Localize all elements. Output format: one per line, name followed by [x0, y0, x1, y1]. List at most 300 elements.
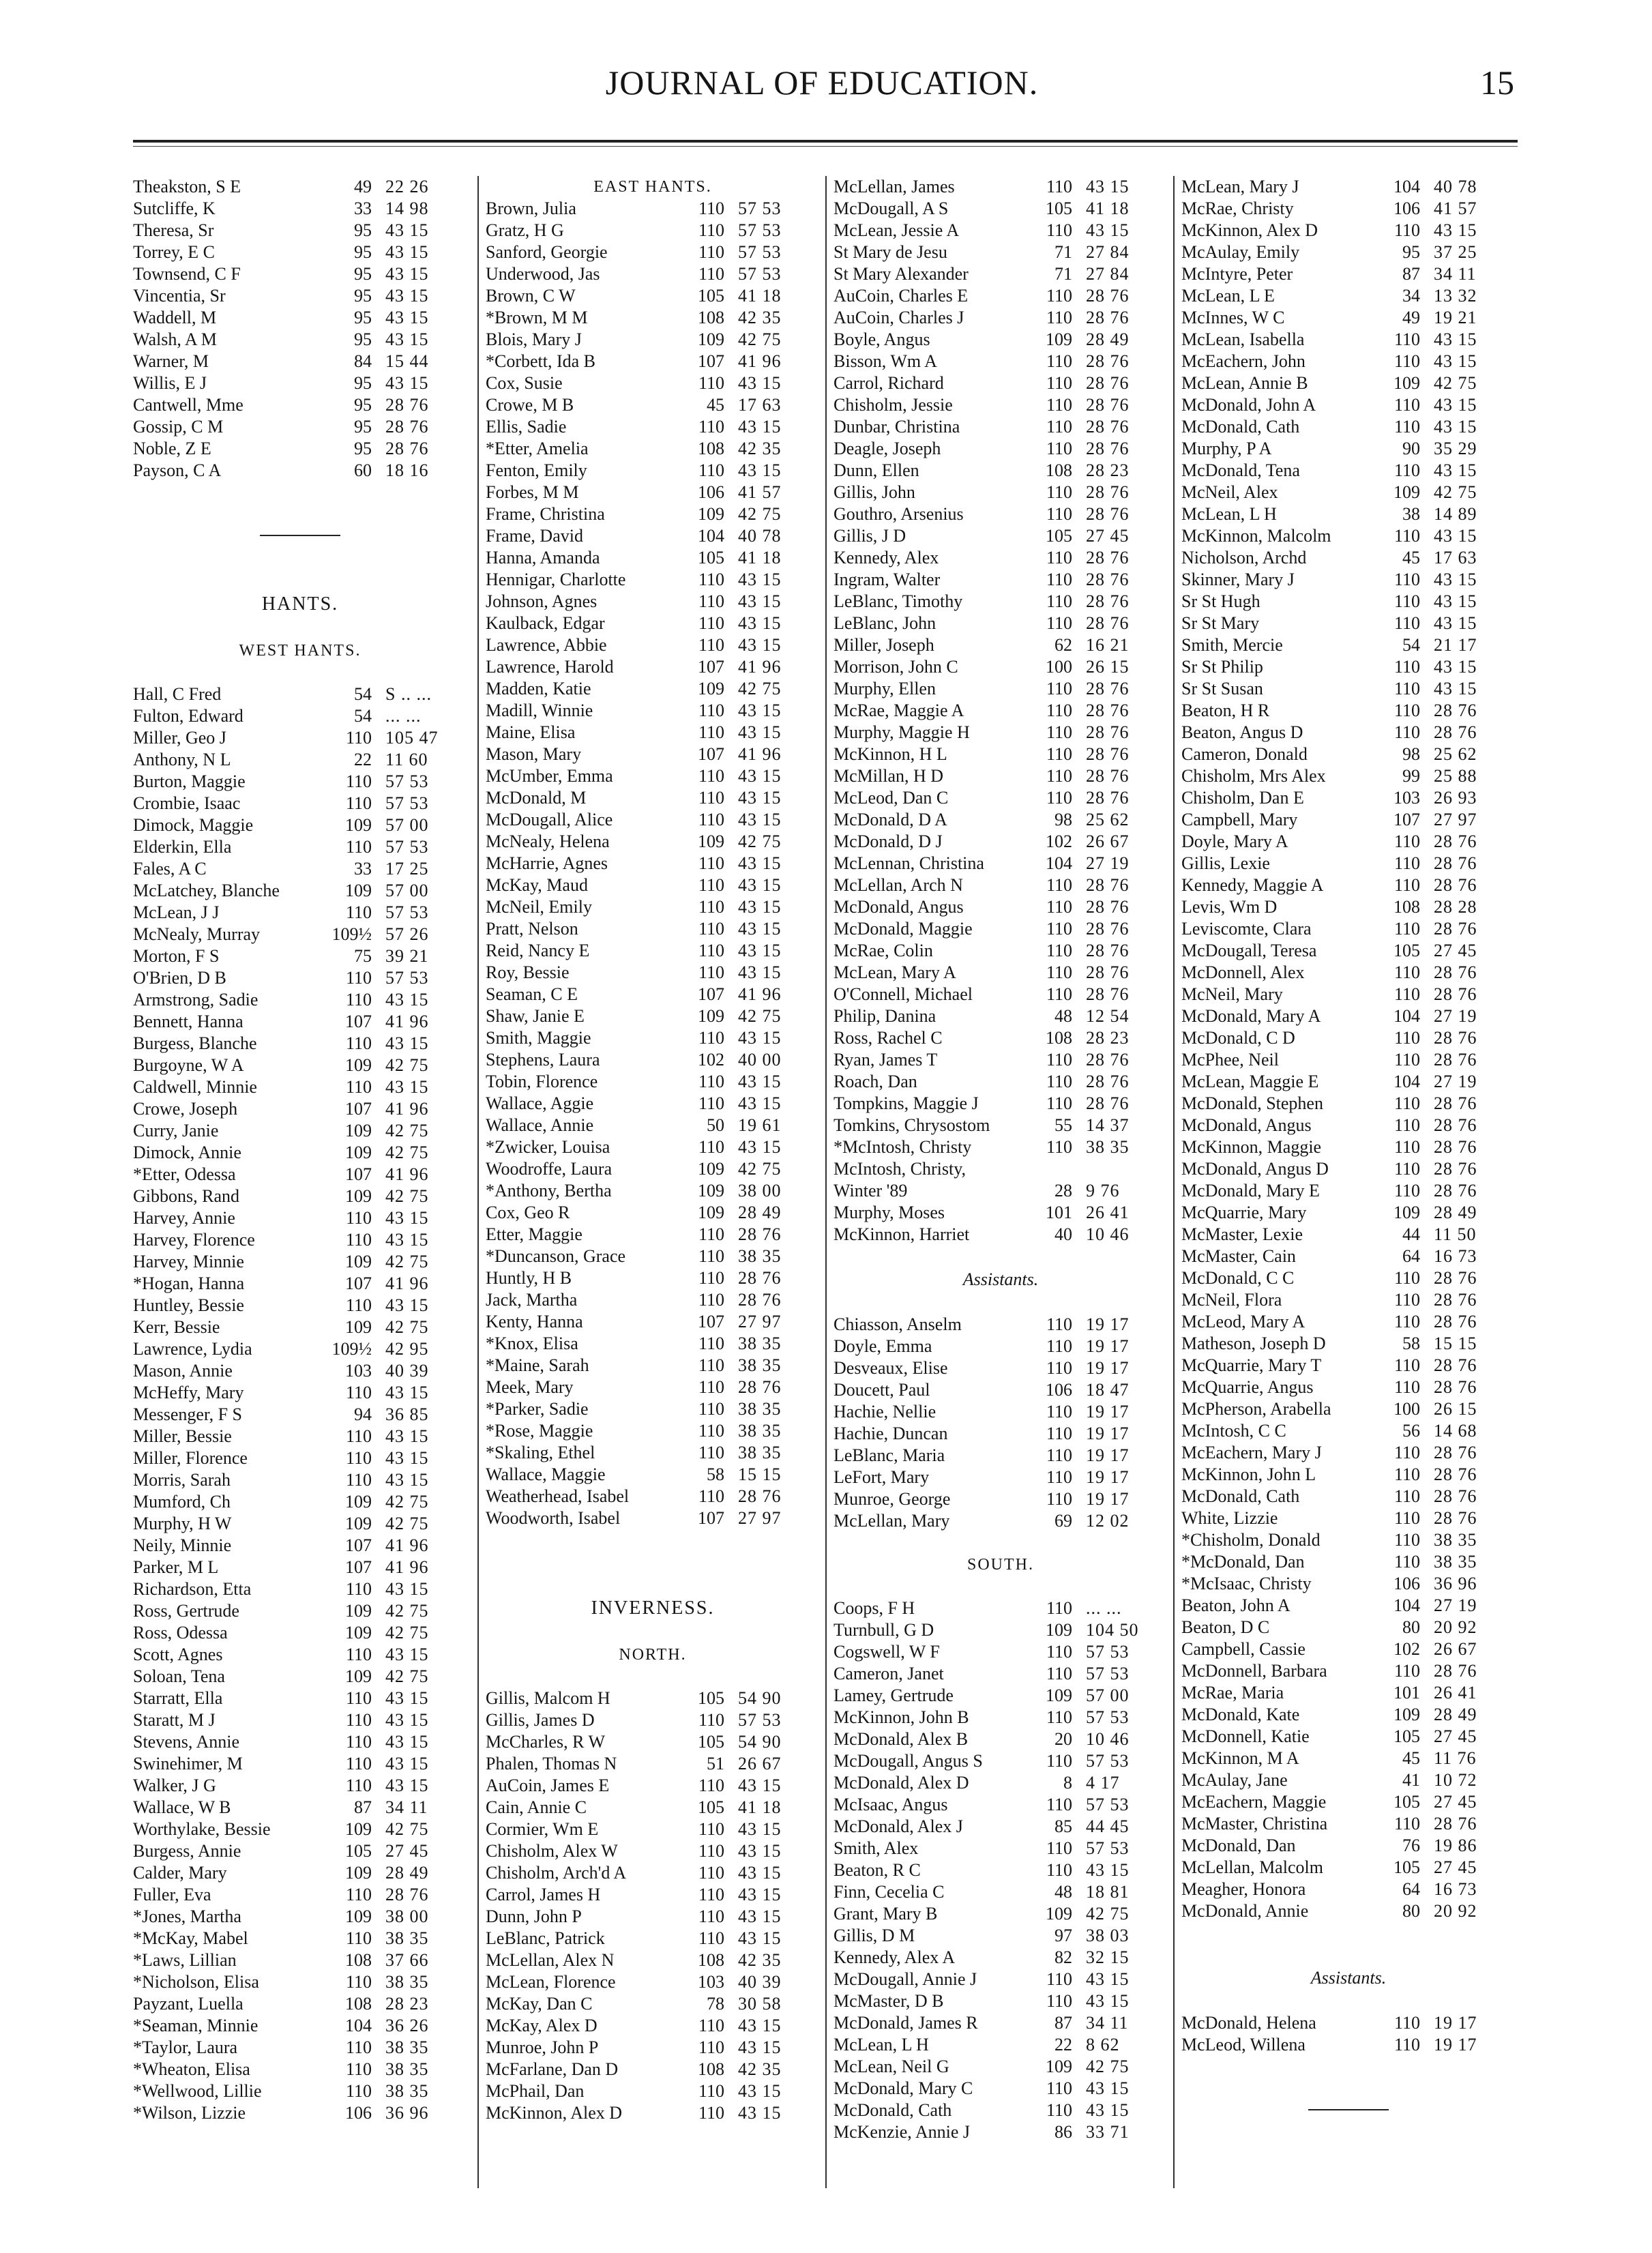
- list-item: [486, 809, 820, 831]
- list-item: [834, 1597, 1168, 1619]
- name-cell: Willis, E J: [133, 373, 207, 393]
- list-item: [1181, 1464, 1516, 1486]
- name-cell: Murphy, P A: [1181, 439, 1272, 458]
- name-cell: Beaton, John A: [1181, 1595, 1290, 1615]
- name-cell: *Etter, Amelia: [486, 439, 589, 458]
- amount-cell: 26 41: [1086, 1203, 1130, 1222]
- count-cell: 107: [345, 1557, 372, 1577]
- list-item: [1181, 1202, 1516, 1224]
- name-cell: McDonald, Mary A: [1181, 1006, 1321, 1026]
- list-item: [1181, 1005, 1516, 1027]
- name-cell: Doyle, Emma: [834, 1336, 932, 1356]
- amount-cell: 28 76: [1086, 504, 1130, 524]
- count-cell: 110: [345, 1448, 372, 1468]
- amount-cell: 40 39: [738, 1972, 782, 1992]
- name-cell: Crombie, Isaac: [133, 793, 241, 813]
- count-cell: 110: [1393, 875, 1420, 895]
- count-cell: 110: [1046, 919, 1072, 939]
- amount-cell: 15 15: [738, 1464, 782, 1484]
- amount-cell: 16 73: [1434, 1879, 1477, 1899]
- list-item: [133, 1426, 467, 1447]
- amount-cell: 43 15: [738, 875, 782, 895]
- name-cell: McDonnell, Barbara: [1181, 1661, 1327, 1681]
- count-cell: 45: [707, 395, 724, 415]
- count-cell: 110: [345, 1972, 372, 1992]
- count-cell: 105: [698, 1688, 724, 1708]
- count-cell: 69: [1054, 1511, 1072, 1531]
- amount-cell: 27 84: [1086, 264, 1130, 284]
- name-cell: McDougall, Teresa: [1181, 941, 1317, 960]
- name-cell: McMaster, D B: [834, 1991, 944, 2011]
- amount-cell: 40 39: [385, 1361, 429, 1381]
- list-item: [834, 372, 1168, 394]
- amount-cell: 42 75: [385, 1601, 429, 1621]
- name-cell: Carrol, James H: [486, 1885, 601, 1904]
- list-item: [1181, 1049, 1516, 1071]
- list-item: [486, 1289, 820, 1311]
- count-cell: 110: [1046, 1991, 1072, 2011]
- name-cell: Murphy, Ellen: [834, 679, 936, 698]
- name-cell: Harvey, Annie: [133, 1208, 235, 1228]
- name-cell: Staratt, M J: [133, 1710, 216, 1730]
- list-item: [133, 793, 467, 814]
- amount-cell: 28 76: [1434, 1443, 1477, 1462]
- amount-cell: 42 75: [738, 831, 782, 851]
- amount-cell: 43 15: [385, 1033, 429, 1053]
- list-item: [486, 1731, 820, 1753]
- name-cell: Gillis, D M: [834, 1926, 915, 1945]
- spacer: [133, 503, 467, 525]
- name-cell: McDonald, Mary E: [1181, 1181, 1320, 1201]
- name-cell: Deagle, Joseph: [834, 439, 941, 458]
- count-cell: 109: [345, 1906, 372, 1926]
- count-cell: 107: [698, 984, 724, 1004]
- list-item: [1181, 547, 1516, 569]
- name-cell: McDonald, Stephen: [1181, 1093, 1323, 1113]
- count-cell: 110: [698, 1093, 724, 1113]
- count-cell: 109: [345, 1252, 372, 1271]
- count-cell: 107: [1393, 810, 1420, 829]
- amount-cell: 43 15: [738, 373, 782, 393]
- amount-cell: 34 11: [1086, 2013, 1129, 2033]
- amount-cell: 28 76: [1434, 1355, 1477, 1375]
- amount-cell: 28 76: [738, 1268, 782, 1288]
- count-cell: 110: [1046, 286, 1072, 306]
- name-cell: Hachie, Duncan: [834, 1424, 948, 1443]
- name-cell: Crowe, Joseph: [133, 1099, 238, 1119]
- amount-cell: 30 58: [738, 1994, 782, 2014]
- list-item: [834, 220, 1168, 241]
- amount-cell: 38 35: [1434, 1552, 1477, 1572]
- list-item: [834, 503, 1168, 525]
- list-item: [486, 1797, 820, 1818]
- amount-cell: 36 85: [385, 1404, 429, 1424]
- count-cell: 95: [354, 242, 372, 262]
- name-cell: Anthony, N L: [133, 750, 231, 769]
- list-item: [834, 2034, 1168, 2056]
- name-cell: Richardson, Etta: [133, 1579, 252, 1599]
- name-cell: Madden, Katie: [486, 679, 591, 698]
- name-cell: McHarrie, Agnes: [486, 853, 608, 873]
- list-item: [834, 1488, 1168, 1510]
- amount-cell: 28 76: [1434, 1508, 1477, 1528]
- count-cell: 54: [354, 684, 372, 704]
- amount-cell: 19 17: [1086, 1424, 1130, 1443]
- name-cell: McDougall, A S: [834, 198, 949, 218]
- count-cell: 20: [1054, 1729, 1072, 1749]
- count-cell: 95: [354, 329, 372, 349]
- count-cell: 110: [1393, 2013, 1420, 2033]
- count-cell: 110: [698, 1355, 724, 1375]
- list-item: [834, 962, 1168, 984]
- amount-cell: 25 88: [1434, 766, 1477, 786]
- amount-cell: 28 76: [1086, 286, 1130, 306]
- count-cell: 110: [1046, 417, 1072, 437]
- list-item: [133, 394, 467, 416]
- list-item: [1181, 1398, 1516, 1420]
- amount-cell: 41 96: [385, 1164, 429, 1184]
- list-item: [486, 285, 820, 307]
- name-cell: *Parker, Sadie: [486, 1399, 589, 1419]
- list-item: [834, 1685, 1168, 1707]
- name-cell: Etter, Maggie: [486, 1224, 582, 1244]
- amount-cell: 38 35: [738, 1355, 782, 1375]
- name-cell: Gillis, J D: [834, 526, 906, 546]
- amount-cell: 42 75: [385, 1055, 429, 1075]
- count-cell: 106: [1046, 1380, 1072, 1400]
- list-item: [834, 1903, 1168, 1925]
- list-item: [834, 1202, 1168, 1224]
- count-cell: 71: [1054, 242, 1072, 262]
- name-cell: Munroe, John P: [486, 2037, 599, 2057]
- list-item: [486, 307, 820, 329]
- list-item: [1181, 787, 1516, 809]
- list-item: [834, 1115, 1168, 1136]
- amount-cell: 43 15: [1434, 351, 1477, 371]
- amount-cell: 42 75: [738, 504, 782, 524]
- name-cell: Calder, Mary: [133, 1863, 227, 1883]
- count-cell: 95: [1402, 242, 1420, 262]
- list-item: [834, 809, 1168, 831]
- count-cell: 110: [1393, 460, 1420, 480]
- name-cell: Mumford, Ch: [133, 1492, 231, 1512]
- amount-cell: 43 15: [1434, 329, 1477, 349]
- name-cell: Payson, C A: [133, 460, 222, 480]
- list-item: [1181, 1573, 1516, 1595]
- list-item: [834, 241, 1168, 263]
- name-cell: Chisholm, Dan E: [1181, 788, 1304, 808]
- name-cell: Dunbar, Christina: [834, 417, 960, 437]
- amount-cell: 38 35: [385, 2037, 429, 2057]
- list-item: [1181, 1638, 1516, 1660]
- list-item: [834, 1663, 1168, 1685]
- count-cell: 110: [698, 2081, 724, 2101]
- count-cell: 110: [1046, 962, 1072, 982]
- list-item: [1181, 634, 1516, 656]
- name-cell: McKinnon, Alex D: [1181, 220, 1318, 240]
- list-item: [1181, 1136, 1516, 1158]
- spacer: [486, 1666, 820, 1688]
- list-item: [486, 416, 820, 438]
- count-cell: 104: [1046, 853, 1072, 873]
- name-cell: Chisholm, Alex W: [486, 1841, 618, 1861]
- list-item: [1181, 525, 1516, 547]
- count-cell: 98: [1054, 810, 1072, 829]
- name-cell: McRae, Maggie A: [834, 701, 964, 720]
- list-item: [486, 503, 820, 525]
- name-cell: Ryan, James T: [834, 1050, 938, 1070]
- amount-cell: 41 96: [385, 1535, 429, 1555]
- list-item: [1181, 700, 1516, 722]
- list-item: [1181, 438, 1516, 460]
- amount-cell: 38 00: [385, 1906, 429, 1926]
- count-cell: 110: [345, 1230, 372, 1250]
- list-item: [486, 700, 820, 722]
- amount-cell: 28 76: [1086, 788, 1130, 808]
- count-cell: 110: [698, 788, 724, 808]
- list-item: [133, 1666, 467, 1688]
- name-cell: *Wheaton, Elisa: [133, 2059, 250, 2079]
- list-item: [1181, 1617, 1516, 1638]
- count-cell: 110: [698, 1290, 724, 1310]
- list-item: [486, 1398, 820, 1420]
- name-cell: Gillis, Lexie: [1181, 853, 1270, 873]
- name-cell: McCharles, R W: [486, 1732, 605, 1752]
- count-cell: 110: [1393, 853, 1420, 873]
- amount-cell: 28 76: [1086, 591, 1130, 611]
- list-item: [486, 1093, 820, 1115]
- name-cell: McFarlane, Dan D: [486, 2059, 619, 2079]
- count-cell: 95: [354, 308, 372, 327]
- count-cell: 110: [1046, 308, 1072, 327]
- name-cell: McLellan, Arch N: [834, 875, 963, 895]
- list-item: [486, 962, 820, 984]
- list-item: [486, 1049, 820, 1071]
- list-item: [486, 1005, 820, 1027]
- name-cell: Fenton, Emily: [486, 460, 587, 480]
- amount-cell: 42 75: [738, 1159, 782, 1179]
- list-item: [133, 989, 467, 1011]
- list-item: [486, 1971, 820, 1993]
- list-item: [133, 198, 467, 220]
- amount-cell: 54 90: [738, 1732, 782, 1752]
- section-heading: WEST HANTS.: [239, 642, 362, 660]
- column-4: [1181, 176, 1516, 2121]
- name-cell: McKinnon, Alex D: [486, 2103, 623, 2123]
- column-divider: [825, 176, 827, 2188]
- list-item: [133, 2015, 467, 2037]
- amount-cell: 41 96: [738, 657, 782, 677]
- count-cell: 108: [1046, 1028, 1072, 1048]
- amount-cell: 28 76: [1086, 722, 1130, 742]
- amount-cell: 28 76: [1434, 1814, 1477, 1834]
- count-cell: 105: [1393, 941, 1420, 960]
- list-item: [1181, 853, 1516, 874]
- amount-cell: 43 15: [738, 897, 782, 917]
- list-item: [834, 1093, 1168, 1115]
- name-cell: Chisholm, Jessie: [834, 395, 953, 415]
- amount-cell: 28 76: [1086, 744, 1130, 764]
- list-item: [1181, 1093, 1516, 1115]
- name-cell: Miller, Joseph: [834, 635, 934, 655]
- name-cell: McRae, Maria: [1181, 1683, 1284, 1703]
- list-item: [486, 1355, 820, 1376]
- name-cell: Roach, Dan: [834, 1072, 917, 1091]
- name-cell: Curry, Janie: [133, 1121, 219, 1140]
- list-item: [133, 1491, 467, 1513]
- amount-cell: 28 76: [385, 439, 429, 458]
- amount-cell: 28 76: [1434, 1486, 1477, 1506]
- name-cell: McLellan, Malcolm: [1181, 1857, 1323, 1877]
- list-item: [133, 285, 467, 307]
- name-cell: Theresa, Sr: [133, 220, 214, 240]
- list-item: [486, 1688, 820, 1709]
- amount-cell: 27 45: [1434, 1857, 1477, 1877]
- count-cell: 87: [1402, 264, 1420, 284]
- amount-cell: 28 76: [738, 1290, 782, 1310]
- list-item: [486, 1993, 820, 2015]
- amount-cell: 12 54: [1086, 1006, 1130, 1026]
- list-item: [834, 394, 1168, 416]
- list-item: [1181, 1769, 1516, 1791]
- count-cell: 110: [698, 2037, 724, 2057]
- list-item: [133, 1207, 467, 1229]
- amount-cell: 37 66: [385, 1950, 429, 1970]
- name-cell: *McKay, Mabel: [133, 1928, 248, 1948]
- count-cell: 110: [698, 875, 724, 895]
- name-cell: McRae, Christy: [1181, 198, 1294, 218]
- list-item: [133, 1797, 467, 1818]
- name-cell: Cain, Annie C: [486, 1797, 587, 1817]
- amount-cell: 43 15: [1086, 2078, 1130, 2098]
- name-cell: McDougall, Angus S: [834, 1751, 983, 1771]
- count-cell: 64: [1402, 1879, 1420, 1899]
- list-item: [486, 787, 820, 809]
- list-item: [1181, 874, 1516, 896]
- name-cell: *McIsaac, Christy: [1181, 1574, 1312, 1593]
- name-cell: Hachie, Nellie: [834, 1402, 936, 1422]
- list-item: [1181, 1813, 1516, 1835]
- amount-cell: 42 75: [1086, 1904, 1130, 1924]
- amount-cell: 28 49: [385, 1863, 429, 1883]
- count-cell: 110: [1046, 1445, 1072, 1465]
- amount-cell: 43 15: [1086, 177, 1130, 196]
- list-item: [834, 1816, 1168, 1838]
- name-cell: Sr St Mary: [1181, 613, 1260, 633]
- name-cell: *Taylor, Laura: [133, 2037, 238, 2057]
- count-cell: 71: [1054, 264, 1072, 284]
- amount-cell: 43 15: [385, 1710, 429, 1730]
- list-item: [133, 307, 467, 329]
- count-cell: 109: [1046, 1685, 1072, 1705]
- column-divider: [477, 176, 479, 2188]
- amount-cell: 43 15: [738, 635, 782, 655]
- name-cell: Cameron, Janet: [834, 1664, 944, 1683]
- amount-cell: 42 75: [385, 1186, 429, 1206]
- list-item: [834, 1379, 1168, 1401]
- count-cell: 8: [1063, 1773, 1072, 1793]
- count-cell: 110: [345, 1928, 372, 1948]
- name-cell: O'Brien, D B: [133, 968, 226, 988]
- count-cell: 109: [345, 1819, 372, 1839]
- list-item: [1181, 591, 1516, 613]
- count-cell: 108: [698, 308, 724, 327]
- name-cell: *Nicholson, Elisa: [133, 1972, 259, 1992]
- count-cell: 110: [345, 793, 372, 813]
- name-cell: Smith, Mercie: [1181, 635, 1283, 655]
- count-cell: 109: [1046, 1620, 1072, 1640]
- amount-cell: 28 76: [1434, 1377, 1477, 1397]
- name-cell: McMaster, Cain: [1181, 1246, 1296, 1266]
- name-cell: Skinner, Mary J: [1181, 570, 1295, 589]
- list-item: [834, 1969, 1168, 1990]
- amount-cell: 41 18: [738, 286, 782, 306]
- list-item: [834, 2100, 1168, 2121]
- amount-cell: 28 76: [1086, 897, 1130, 917]
- name-cell: Turnbull, G D: [834, 1620, 934, 1640]
- count-cell: 110: [698, 613, 724, 633]
- amount-cell: 26 41: [1434, 1683, 1477, 1703]
- count-cell: 109: [698, 1181, 724, 1201]
- count-cell: 110: [698, 1776, 724, 1795]
- count-cell: 105: [1046, 526, 1072, 546]
- name-cell: McKinnon, John B: [834, 1707, 969, 1727]
- count-cell: 109½: [331, 1339, 372, 1359]
- amount-cell: 28 76: [738, 1486, 782, 1506]
- amount-cell: 34 11: [385, 1797, 428, 1817]
- name-cell: McKinnon, John L: [1181, 1464, 1316, 1484]
- name-cell: AuCoin, Charles J: [834, 308, 964, 327]
- list-item: [834, 656, 1168, 678]
- count-cell: 110: [698, 373, 724, 393]
- amount-cell: 43 15: [385, 1426, 429, 1446]
- list-item: [133, 416, 467, 438]
- list-item: [486, 1928, 820, 1949]
- list-item: [1181, 1486, 1516, 1507]
- count-cell: 110: [1393, 1093, 1420, 1113]
- count-cell: 82: [1054, 1947, 1072, 1967]
- name-cell: Wallace, Maggie: [486, 1464, 606, 1484]
- list-item: [486, 394, 820, 416]
- name-cell: Sr St Susan: [1181, 679, 1263, 698]
- name-cell: McDonald, Alex B: [834, 1729, 969, 1749]
- name-cell: Lawrence, Harold: [486, 657, 614, 677]
- name-cell: Messenger, F S: [133, 1404, 243, 1424]
- list-item: [133, 1338, 467, 1360]
- name-cell: McLean, L E: [1181, 286, 1275, 306]
- name-cell: McDonald, Angus: [1181, 1115, 1312, 1135]
- count-cell: 48: [1054, 1006, 1072, 1026]
- amount-cell: 57 53: [738, 242, 782, 262]
- name-cell: Johnson, Agnes: [486, 591, 598, 611]
- list-item: [1181, 482, 1516, 503]
- name-cell: O'Connell, Michael: [834, 984, 973, 1004]
- list-item: [1181, 613, 1516, 634]
- name-cell: *McDonald, Dan: [1181, 1552, 1305, 1572]
- count-cell: 110: [698, 1421, 724, 1441]
- list-item: [486, 1775, 820, 1797]
- count-cell: 109: [345, 1121, 372, 1140]
- name-cell: McLean, L H: [1181, 504, 1277, 524]
- count-cell: 97: [1054, 1926, 1072, 1945]
- name-cell: McIntyre, Peter: [1181, 264, 1293, 284]
- name-cell: Walsh, A M: [133, 329, 217, 349]
- amount-cell: 105 47: [385, 728, 439, 748]
- count-cell: 110: [698, 635, 724, 655]
- list-item: [834, 591, 1168, 613]
- count-cell: 110: [698, 722, 724, 742]
- count-cell: 110: [345, 1732, 372, 1752]
